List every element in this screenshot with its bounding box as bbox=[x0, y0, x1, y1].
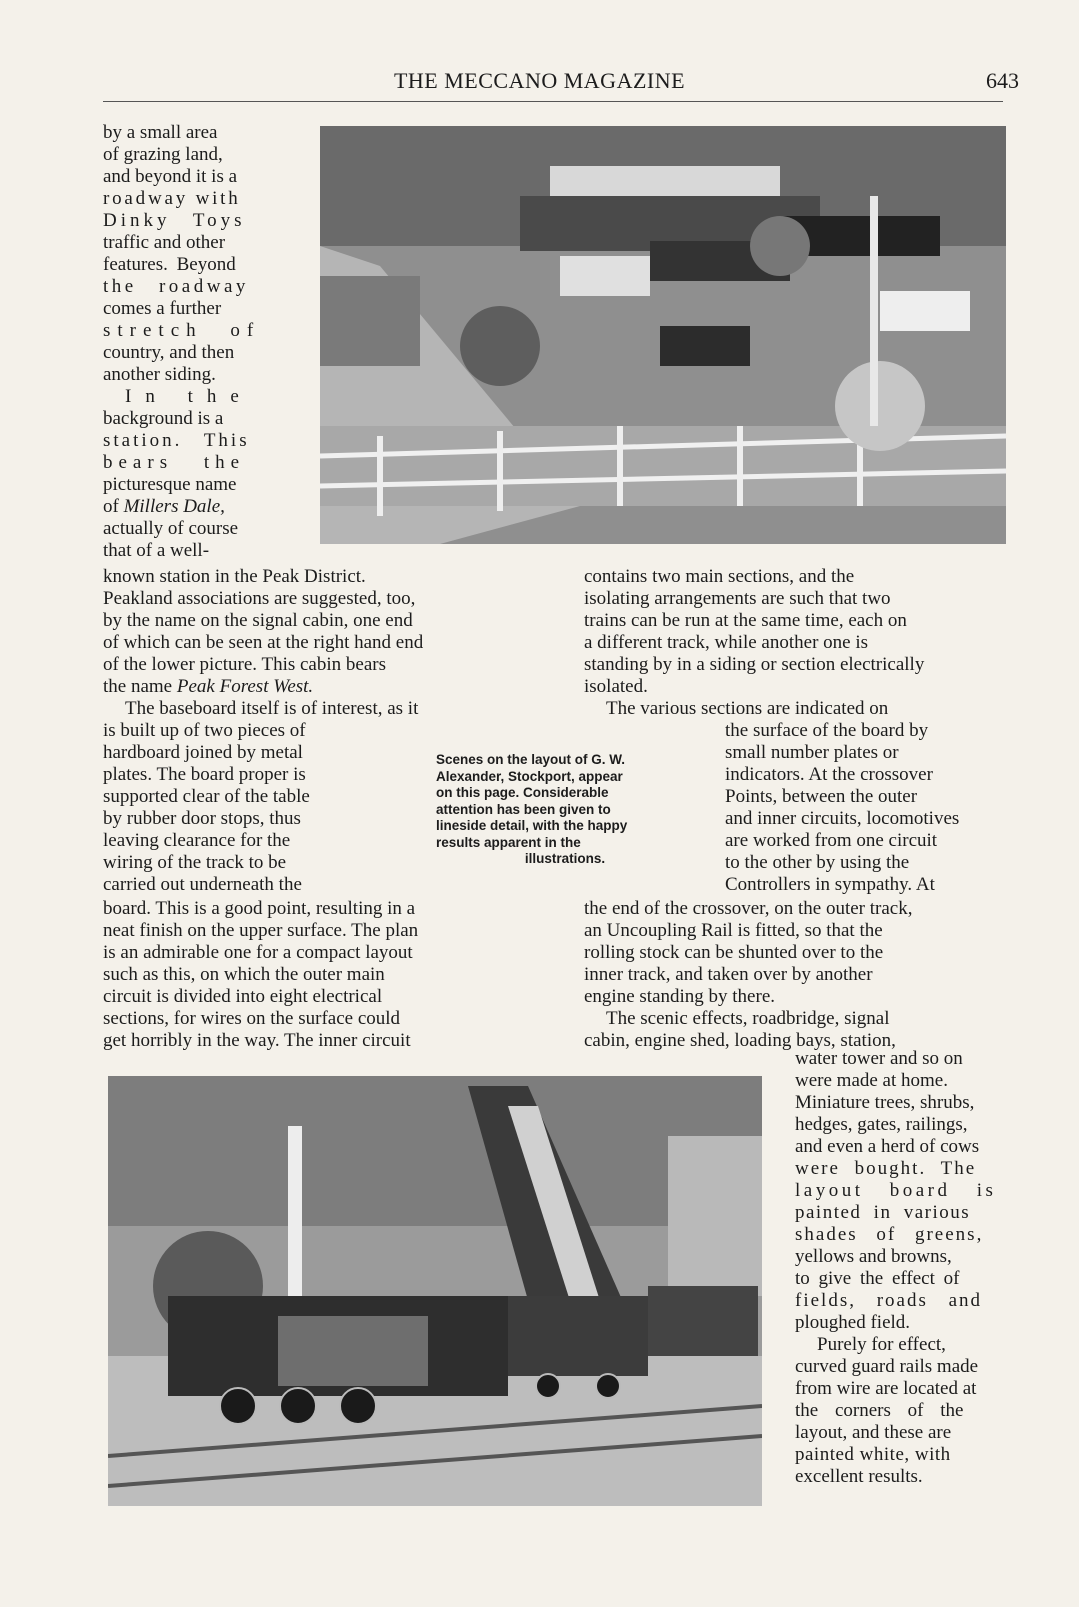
text-line: board. This is a good point, resulting in a bbox=[103, 898, 416, 919]
text-line: shades of greens, bbox=[795, 1224, 984, 1245]
text-line: isolated. bbox=[584, 676, 648, 697]
text-line: sections, for wires on the surface could bbox=[103, 1008, 401, 1029]
text-line: Peakland associations are suggested, too, bbox=[103, 588, 416, 609]
text-span: of bbox=[103, 496, 119, 517]
text-span: the name bbox=[103, 676, 173, 697]
text-line: are worked from one circuit bbox=[725, 830, 938, 851]
text-line: is an admirable one for a compact layout bbox=[103, 942, 413, 963]
header-rule bbox=[103, 101, 1003, 102]
text-line: painted white, with bbox=[795, 1444, 951, 1465]
text-line: bears the bbox=[103, 452, 246, 473]
text-line: neat finish on the upper surface. The plan bbox=[103, 920, 419, 941]
caption-line: lineside detail, with the happy bbox=[436, 818, 628, 833]
text-line: Miniature trees, shrubs, bbox=[795, 1092, 975, 1113]
text-line: actually of course bbox=[103, 518, 239, 539]
text-line: by rubber door stops, thus bbox=[103, 808, 301, 829]
text-line: traffic and other bbox=[103, 232, 226, 253]
text-line: another siding. bbox=[103, 364, 216, 385]
station-name: Millers Dale, bbox=[123, 496, 225, 517]
text-line: layout board is bbox=[795, 1180, 997, 1201]
text-line bbox=[103, 676, 543, 698]
text-line: Controllers in sympathy. At bbox=[725, 874, 935, 895]
text-line: comes a further bbox=[103, 298, 222, 319]
text-line: curved guard rails made bbox=[795, 1356, 979, 1377]
text-line: engine standing by there. bbox=[584, 986, 776, 1007]
text-line: painted in various bbox=[795, 1202, 971, 1223]
text-line: The scenic effects, roadbridge, signal bbox=[606, 1008, 890, 1029]
text-line: rolling stock can be shunted over to the bbox=[584, 942, 884, 963]
text-line: carried out underneath the bbox=[103, 874, 302, 895]
caption-line: Scenes on the layout of G. W. bbox=[436, 752, 626, 767]
text-line: trains can be run at the same time, each on bbox=[584, 610, 907, 631]
caption-line: Alexander, Stockport, appear bbox=[436, 768, 623, 784]
text-line: and inner circuits, locomotives bbox=[725, 808, 960, 829]
photo-station-layout bbox=[320, 126, 1006, 544]
text-block-right-bottom bbox=[584, 898, 1024, 1052]
text-line: country, and then bbox=[103, 342, 235, 363]
text-line: indicators. At the crossover bbox=[725, 764, 933, 785]
text-line: roadway with bbox=[103, 188, 241, 209]
text-line bbox=[103, 496, 288, 518]
text-line: that of a well- bbox=[103, 540, 210, 561]
text-line: plates. The board proper is bbox=[103, 764, 306, 785]
text-line: small number plates or bbox=[725, 742, 899, 763]
text-line: a different track, while another one is bbox=[584, 632, 869, 653]
text-line: is built up of two pieces of bbox=[103, 720, 306, 741]
text-block-left-bottom bbox=[103, 898, 543, 1052]
caption-line: on this page. Considerable bbox=[436, 785, 609, 800]
text-line: contains two main sections, and the bbox=[584, 566, 855, 587]
text-line: by the name on the signal cabin, one end bbox=[103, 610, 413, 631]
text-line: the roadway bbox=[103, 276, 249, 297]
text-line: to the other by using the bbox=[725, 852, 910, 873]
caption-line: results apparent in the bbox=[436, 834, 581, 850]
text-line: hedges, gates, railings, bbox=[795, 1114, 968, 1135]
text-line: The various sections are indicated on bbox=[606, 698, 889, 719]
text-line: hardboard joined by metal bbox=[103, 742, 303, 763]
text-line: and even a herd of cows bbox=[795, 1136, 980, 1157]
text-line: the end of the crossover, on the outer track, bbox=[584, 898, 913, 919]
text-line: supported clear of the table bbox=[103, 786, 310, 807]
text-line: the corners of the bbox=[795, 1400, 964, 1421]
text-line: Dinky Toys bbox=[103, 210, 246, 231]
cabin-name: Peak Forest West. bbox=[176, 676, 314, 697]
text-line: the surface of the board by bbox=[725, 720, 929, 741]
text-line: by a small area bbox=[103, 122, 218, 143]
text-line: to give the effect of bbox=[795, 1268, 960, 1289]
text-line: In the bbox=[125, 386, 253, 407]
text-line: isolating arrangements are such that two bbox=[584, 588, 891, 609]
text-line: known station in the Peak District. bbox=[103, 566, 366, 587]
text-line: of the lower picture. This cabin bears bbox=[103, 654, 386, 675]
text-line: wiring of the track to be bbox=[103, 852, 287, 873]
text-line: ploughed field. bbox=[795, 1312, 911, 1333]
text-block-right-last bbox=[795, 1048, 1035, 1488]
text-line: station. This bbox=[103, 430, 250, 451]
text-line: and beyond it is a bbox=[103, 166, 238, 187]
text-line: standing by in a siding or section electrically bbox=[584, 654, 925, 675]
photo-locomotive-goods bbox=[108, 1076, 762, 1506]
text-line: were made at home. bbox=[795, 1070, 948, 1091]
text-line: were bought. The bbox=[795, 1158, 977, 1179]
text-line: an Uncoupling Rail is fitted, so that the bbox=[584, 920, 883, 941]
text-line: stretch of bbox=[103, 320, 261, 341]
text-line: fields, roads and bbox=[795, 1290, 983, 1311]
text-block-right-top bbox=[584, 566, 1024, 720]
text-line: inner track, and taken over by another bbox=[584, 964, 873, 985]
text-line: such as this, on which the outer main bbox=[103, 964, 385, 985]
text-line: features. Beyond bbox=[103, 254, 236, 275]
text-line: water tower and so on bbox=[795, 1048, 963, 1069]
text-line: get horribly in the way. The inner circuit bbox=[103, 1030, 411, 1051]
page-number: 643 bbox=[986, 68, 1019, 93]
text-line: Points, between the outer bbox=[725, 786, 918, 807]
text-line: The baseboard itself is of interest, as it bbox=[125, 698, 419, 719]
text-line: yellows and browns, bbox=[795, 1246, 952, 1267]
text-line: of which can be seen at the right hand end bbox=[103, 632, 424, 653]
text-line: excellent results. bbox=[795, 1466, 923, 1487]
text-block-left-narrow bbox=[103, 720, 408, 896]
text-line: circuit is divided into eight electrical bbox=[103, 986, 383, 1007]
text-line: Purely for effect, bbox=[817, 1334, 946, 1355]
caption-line: illustrations. bbox=[524, 851, 606, 866]
text-line: of grazing land, bbox=[103, 144, 223, 165]
caption-line: attention has been given to bbox=[436, 801, 611, 817]
text-line: background is a bbox=[103, 408, 224, 429]
text-line: leaving clearance for the bbox=[103, 830, 291, 851]
text-line: layout, and these are bbox=[795, 1422, 952, 1443]
text-block-left-top bbox=[103, 122, 288, 562]
text-block-right-narrow bbox=[725, 720, 1025, 896]
photo-caption bbox=[436, 752, 694, 868]
running-head: THE MECCANO MAGAZINE bbox=[393, 68, 686, 93]
text-line: from wire are located at bbox=[795, 1378, 977, 1399]
text-line: cabin, engine shed, loading bays, station, bbox=[584, 1030, 896, 1051]
text-block-left-mid bbox=[103, 566, 543, 720]
text-line: picturesque name bbox=[103, 474, 237, 495]
